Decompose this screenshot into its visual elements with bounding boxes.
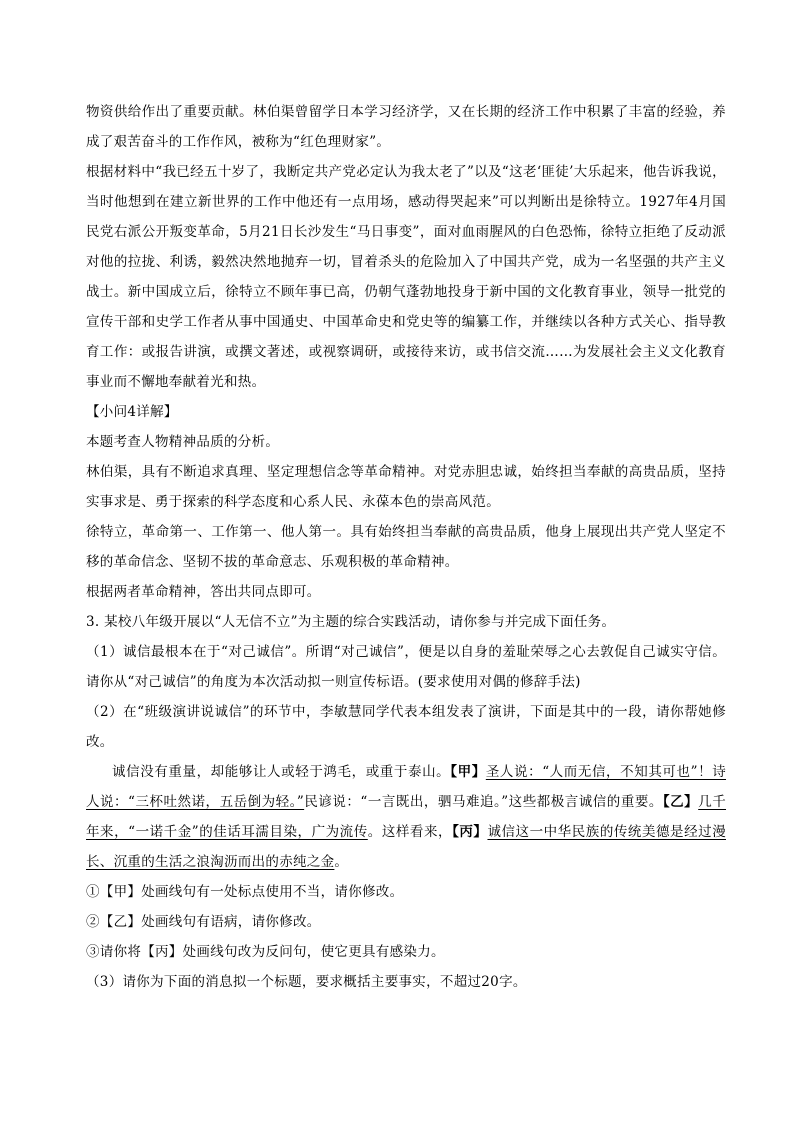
question-3-part-2: （2）在“班级演讲说诚信”的环节中，李敏慧同学代表本组发表了演讲，下面是其中的一段，请你帮她修改。	[86, 704, 726, 750]
paragraph-answer-hint: 根据两者革命精神，答出共同点即可。	[86, 584, 321, 600]
paragraph-topic: 本题考查人物精神品质的分析。	[86, 434, 280, 450]
marker-yi: 【乙】	[662, 794, 699, 810]
underlined-sentence-yi: 几千年来，“一诺千金”的佳话耳濡目染，广为流传	[86, 794, 727, 840]
speech-passage	[86, 757, 726, 877]
paragraph-lin-boqu-intro: 物资供给作出了重要贡献。林伯渠曾留学日本学习经济学，又在长期的经济工作中积累了丰富的经验，养成了艰苦奋斗的工作作风，被称为“红色理财家”。	[86, 104, 726, 150]
question-3-stem: 3. 某校八年级开展以“人无信不立”为主题的综合实践活动，请你参与并完成下面任务。	[86, 614, 616, 630]
speech-text-1: 诚信没有重量，却能够让人或轻于鸿毛，或重于泰山。	[112, 764, 451, 780]
question-3-part-1: （1）诚信最根本在于“对己诚信”。所谓“对己诚信”，便是以自身的羞耻荣辱之心去敦促自己诚实守信。请你从“对己诚信”的角度为本次活动拟一则宣传标语。(要求使用对偶的修辞手法)	[86, 644, 726, 690]
task-1: ①【甲】处画线句有一处标点使用不当，请你修改。	[86, 884, 404, 900]
speech-text-4: 。	[334, 854, 349, 870]
underlined-sentence-bing: 诚信这一中华民族的传统美德是经过漫长、沉重的生活之浪淘沥而出的赤纯之金	[86, 824, 726, 870]
task-2: ②【乙】处画线句有语病，请你修改。	[86, 914, 321, 930]
sub-question-4-heading: 【小问4详解】	[86, 404, 178, 420]
paragraph-xu-teli-spirit: 徐特立，革命第一、工作第一、他人第一。具有始终担当奉献的高贵品质，他身上展现出共产党人坚定不移的革命信念、坚韧不拔的革命意志、乐观积极的革命精神。	[86, 524, 726, 570]
marker-bing: 【丙】	[452, 824, 488, 840]
question-3-part-3: （3）请你为下面的消息拟一个标题，要求概括主要事实，不超过20字。	[86, 974, 527, 990]
marker-jia: 【甲】	[450, 764, 486, 780]
speech-text-3: 。这样看来，	[367, 824, 453, 840]
paragraph-lin-boqu-spirit: 林伯渠，具有不断追求真理、坚定理想信念等革命精神。对党赤胆忠诚，始终担当奉献的高贵品质，坚持实事求是、勇于探索的科学态度和心系人民、永葆本色的崇高风范。	[86, 464, 726, 510]
speech-text-2: 民谚说：“一言既出，驷马难追。”这些都极言诚信的重要。	[304, 794, 663, 810]
task-3: ③请你将【丙】处画线句改为反问句，使它更具有感染力。	[86, 944, 445, 960]
paragraph-xu-teli-analysis: 根据材料中“我已经五十岁了，我断定共产党必定认为我太老了”以及“这老‘匪徒’大乐起来，他告诉我说，当时他想到在建立新世界的工作中他还有一点用场，感动得哭起来”可以判断出是徐特立。1927年4月国民党右派公开叛变革命，5月21日长沙发生“马日事变”，面对血雨腥风的白色恐怖，徐特立拒绝了反动派对他的拉拢、利诱，毅然决然地抛弃一切，冒着杀头的危险加入了中国共产党，成为一名坚强的共产主义战士。新中国成立后，徐特立不顾年事已高，仍朝气蓬勃地投身于新中国的文化教育事业，领导一批党的宣传干部和史学工作者从事中国通史、中国革命史和党史等的编纂工作，并继续以各种方式关心、指导教育工作：或报告讲演，或撰文著述，或视察调研，或接待来访，或书信交流……为发展社会主义文化教育事业而不懈地奉献着光和热。	[86, 164, 726, 390]
underlined-sentence-jia: 圣人说：“人而无信，不知其可也”！诗人说：“三杯吐然诺，五岳倒为轻。”	[86, 764, 727, 810]
document-body	[86, 97, 726, 997]
